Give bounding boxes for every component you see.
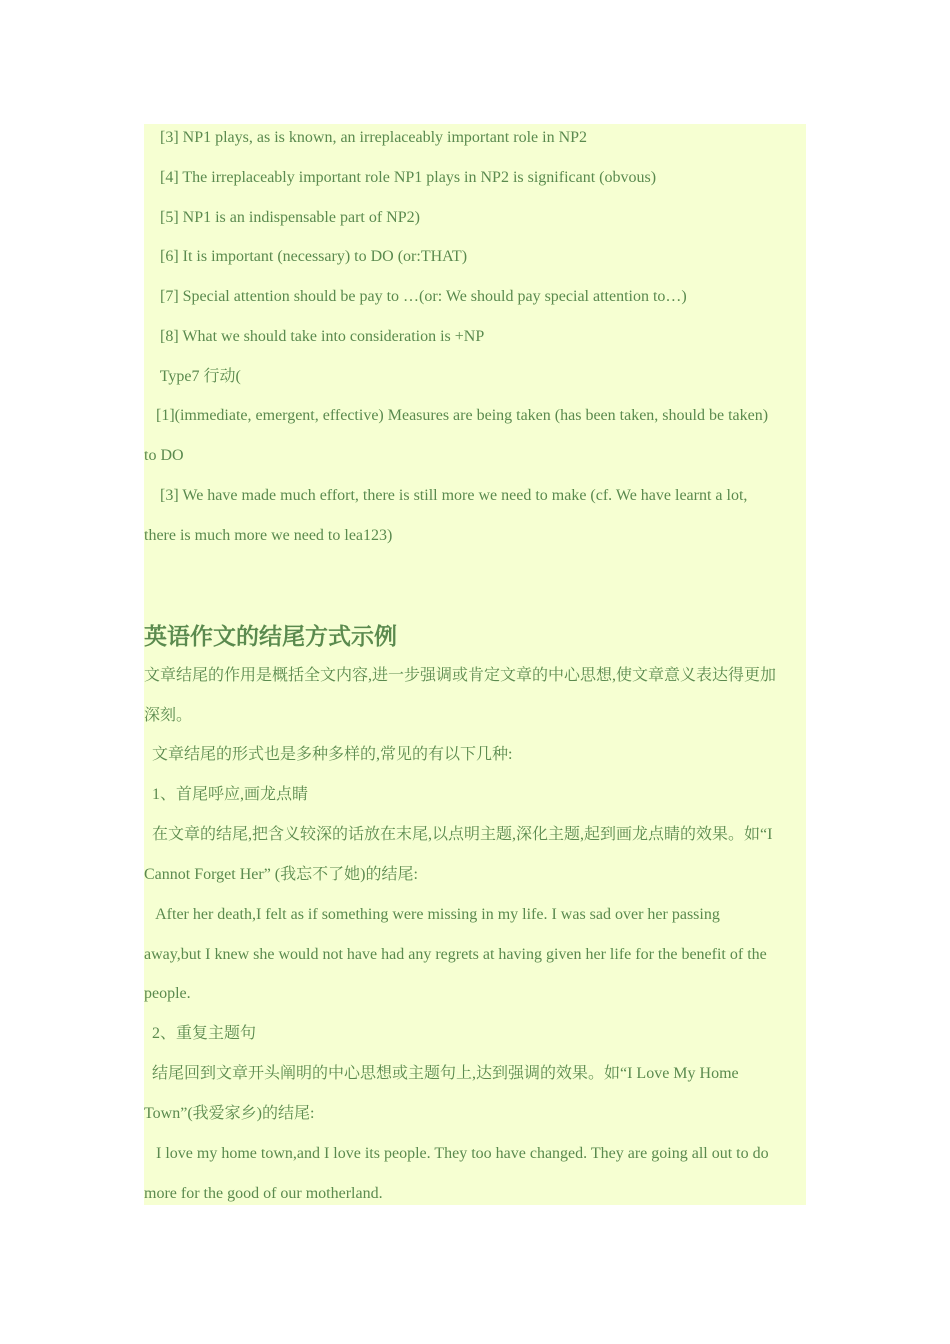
text-line: [5] NP1 is an indispensable part of NP2): [144, 209, 420, 226]
text-line: After her death,I felt as if something were missing in my life. I was sad over her passing: [144, 906, 720, 923]
text-line: 结尾回到文章开头阐明的中心思想或主题句上,达到强调的效果。如“I Love My Home: [144, 1065, 739, 1082]
text-line: [7] Special attention should be pay to …(or: We should pay special attention to…): [144, 288, 687, 305]
text-line: [4] The irreplaceably important role NP1 plays in NP2 is significant (obvous): [144, 169, 657, 186]
text-line: I love my home town,and I love its people. They too have changed. They are going all out to do: [144, 1145, 769, 1162]
text-line: away,but I knew she would not have had any regrets at having given her life for the benefit of the: [144, 946, 767, 963]
text-line: 文章结尾的作用是概括全文内容,进一步强调或肯定文章的中心思想,使文章意义表达得更加: [144, 667, 777, 684]
highlighted-text-block: [144, 124, 806, 1205]
text-line: 文章结尾的形式也是多种多样的,常见的有以下几种:: [144, 746, 513, 763]
text-line: more for the good of our motherland.: [144, 1185, 383, 1202]
text-line: Cannot Forget Her” (我忘不了她)的结尾:: [144, 866, 418, 883]
text-line: to DO: [144, 447, 184, 464]
text-line: Town”(我爱家乡)的结尾:: [144, 1105, 315, 1122]
text-line: there is much more we need to lea123): [144, 527, 393, 544]
text-line: Type7 行动(: [144, 368, 241, 385]
text-line: [6] It is important (necessary) to DO (or:THAT): [144, 248, 468, 265]
text-line: 2、重复主题句: [144, 1025, 257, 1042]
text-line: [3] We have made much effort, there is still more we need to make (cf. We have learnt a lot,: [144, 487, 748, 504]
text-line: 在文章的结尾,把含义较深的话放在末尾,以点明主题,深化主题,起到画龙点睛的效果。如“I: [144, 826, 773, 843]
text-line: people.: [144, 985, 191, 1002]
text-line: 1、首尾呼应,画龙点睛: [144, 786, 309, 803]
section-heading: 英语作文的结尾方式示例: [144, 624, 397, 650]
text-line: 深刻。: [144, 707, 193, 724]
text-line: [8] What we should take into consideration is +NP: [144, 328, 485, 345]
text-line: [3] NP1 plays, as is known, an irreplaceably important role in NP2: [144, 129, 588, 146]
text-line: [1](immediate, emergent, effective) Measures are being taken (has been taken, should be taken): [144, 407, 769, 424]
